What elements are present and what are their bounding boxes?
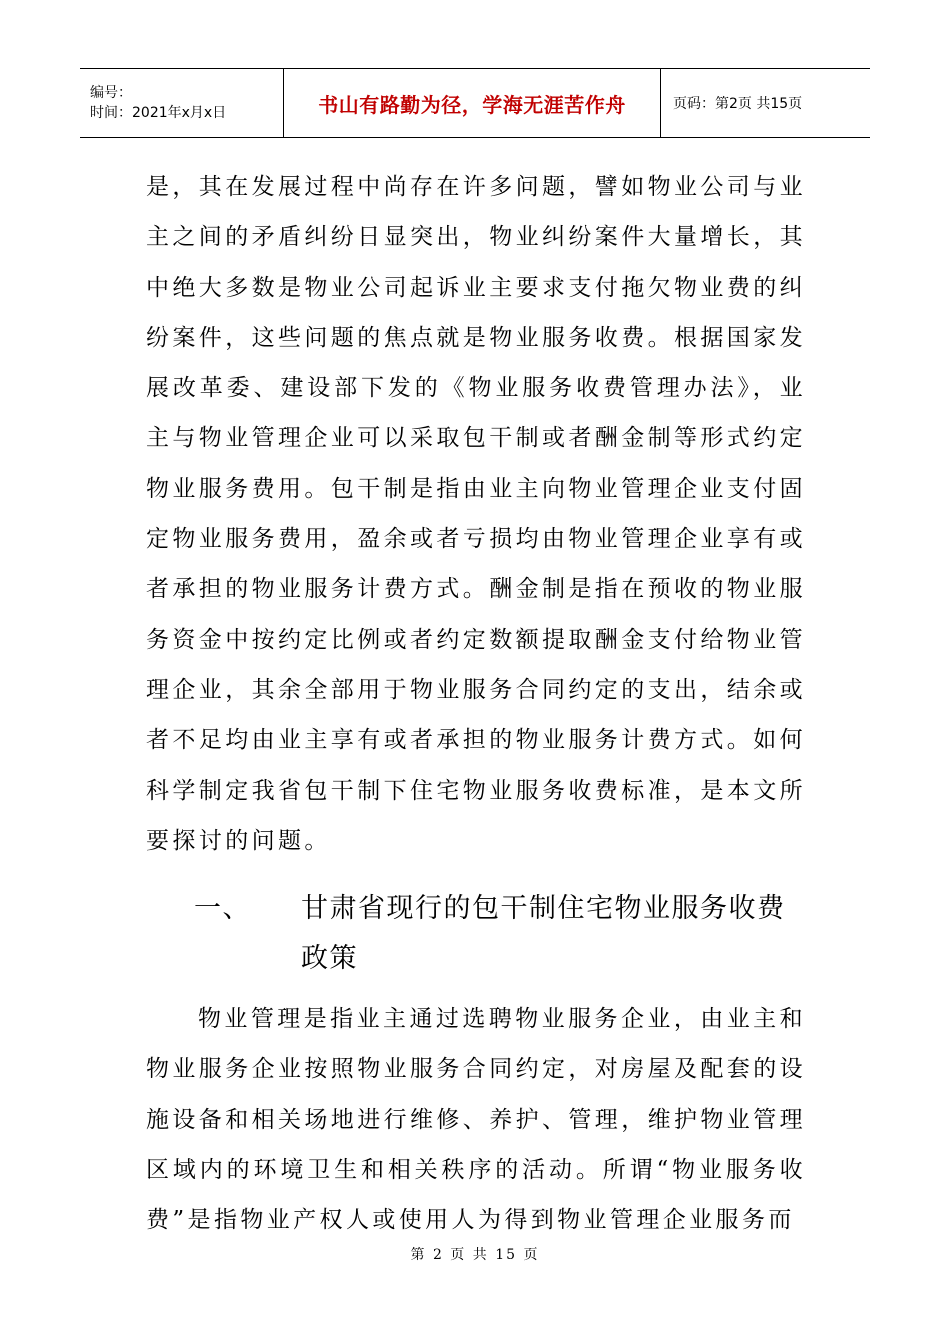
header-motto: 书山有路勤为径，学海无涯苦作舟 [283, 69, 661, 137]
document-number-label: 编号： [90, 85, 132, 101]
section-heading [146, 884, 806, 984]
page-header [80, 68, 870, 138]
document-body [146, 162, 806, 1246]
header-page-info: 页码：第2页 共15页 [673, 96, 803, 112]
section-heading-text: 甘肃省现行的包干制住宅物业服务收费政策 [301, 893, 786, 975]
body-paragraph-2: 物业管理是指业主通过选聘物业服务企业，由业主和物业服务企业按照物业服务合同约定，对房屋及配套的设施设备和相关场地进行维修、养护、管理，维护物业管理区域内的环境卫生和相关秩序的活动。所谓“物业服务收费”是指物业产权人或使用人为得到物业管理企业服务而 [146, 1006, 806, 1234]
section-heading-number: 一、 [194, 893, 251, 925]
page-footer: 第 2 页 共 15 页 [410, 1247, 540, 1263]
body-paragraph-1: 是，其在发展过程中尚存在许多问题，譬如物业公司与业主之间的矛盾纠纷日显突出，物业纠纷案件大量增长，其中绝大多数是物业公司起诉业主要求支付拖欠物业费的纠纷案件，这些问题的焦点就是物业服务收费。根据国家发展改革委、建设部下发的《物业服务收费管理办法》，业主与物业管理企业可以采取包干制或者酬金制等形式约定物业服务费用。包干制是指由业主向物业管理企业支付固定物业服务费用，盈余或者亏损均由物业管理企业享有或者承担的物业服务计费方式。酬金制是指在预收的物业服务资金中按约定比例或者约定数额提取酬金支付给物业管理企业，其余全部用于物业服务合同约定的支出，结余或者不足均由业主享有或者承担的物业服务计费方式。如何科学制定我省包干制下住宅物业服务收费标准，是本文所要探讨的问题。 [146, 174, 806, 854]
document-time: 时间：2021年x月x日 [90, 105, 227, 121]
header-meta [80, 69, 283, 137]
